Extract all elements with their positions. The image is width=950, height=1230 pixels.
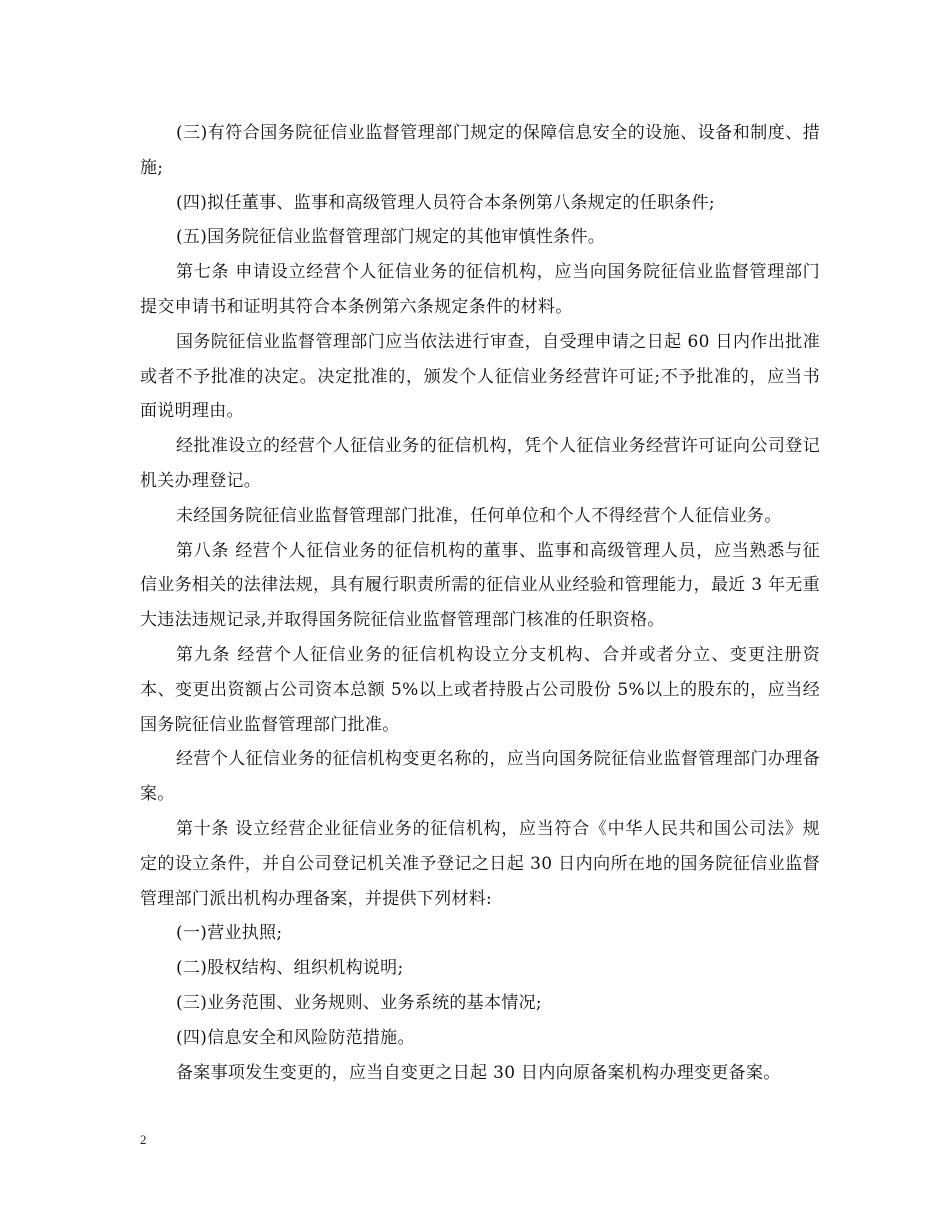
paragraph-article-7: 第七条 申请设立经营个人征信业务的征信机构，应当向国务院征信业监督管理部门提交申请书和证明其符合本条例第六条规定条件的材料。 bbox=[140, 262, 820, 317]
paragraph-item-4-directors: (四)拟任董事、监事和高级管理人员符合本条例第八条规定的任职条件; bbox=[176, 192, 715, 213]
paragraph-material-2: (二)股权结构、组织机构说明; bbox=[176, 958, 404, 979]
paragraph-article-10: 第十条 设立经营企业征信业务的征信机构，应当符合《中华人民共和国公司法》规定的设立条件，并自公司登记机关准予登记之日起 30 日内向所在地的国务院征信业监督管理部门派出机构办理备案，并提供下列材料: bbox=[140, 818, 820, 909]
paragraph-article-8: 第八条 经营个人征信业务的征信机构的董事、监事和高级管理人员，应当熟悉与征信业务相关的法律法规，具有履行职责所需的征信业从业经验和管理能力，最近 3 年无重大违法违规记录,并取得国务院征信业监督管理部门核准的任职资格。 bbox=[140, 540, 820, 631]
document-body bbox=[140, 116, 820, 1090]
paragraph-material-4: (四)信息安全和风险防范措施。 bbox=[176, 1027, 415, 1048]
paragraph-prohibition: 未经国务院征信业监督管理部门批准，任何单位和个人不得经营个人征信业务。 bbox=[176, 505, 782, 526]
paragraph-material-3: (三)业务范围、业务规则、业务系统的基本情况; bbox=[176, 992, 542, 1013]
paragraph-material-1: (一)营业执照; bbox=[176, 923, 283, 944]
paragraph-article-9: 第九条 经营个人征信业务的征信机构设立分支机构、合并或者分立、变更注册资本、变更出资额占公司资本总额 5%以上或者持股占公司股份 5%以上的股东的，应当经国务院征信业监督管理部门批准。 bbox=[140, 644, 820, 735]
paragraph-item-5-other-conditions: (五)国务院征信业监督管理部门规定的其他审慎性条件。 bbox=[176, 227, 606, 248]
paragraph-review-approval: 国务院征信业监督管理部门应当依法进行审查，自受理申请之日起 60 日内作出批准或者不予批准的决定。决定批准的，颁发个人征信业务经营许可证;不予批准的，应当书面说明理由。 bbox=[140, 331, 820, 422]
paragraph-filing-change: 备案事项发生变更的，应当自变更之日起 30 日内向原备案机构办理变更备案。 bbox=[176, 1062, 781, 1083]
paragraph-name-change: 经营个人征信业务的征信机构变更名称的，应当向国务院征信业监督管理部门办理备案。 bbox=[140, 749, 820, 805]
paragraph-registration: 经批准设立的经营个人征信业务的征信机构，凭个人征信业务经营许可证向公司登记机关办理登记。 bbox=[140, 436, 820, 491]
paragraph-item-3-facilities: (三)有符合国务院征信业监督管理部门规定的保障信息安全的设施、设备和制度、措施; bbox=[140, 123, 820, 178]
page-number: 2 bbox=[140, 1132, 147, 1147]
